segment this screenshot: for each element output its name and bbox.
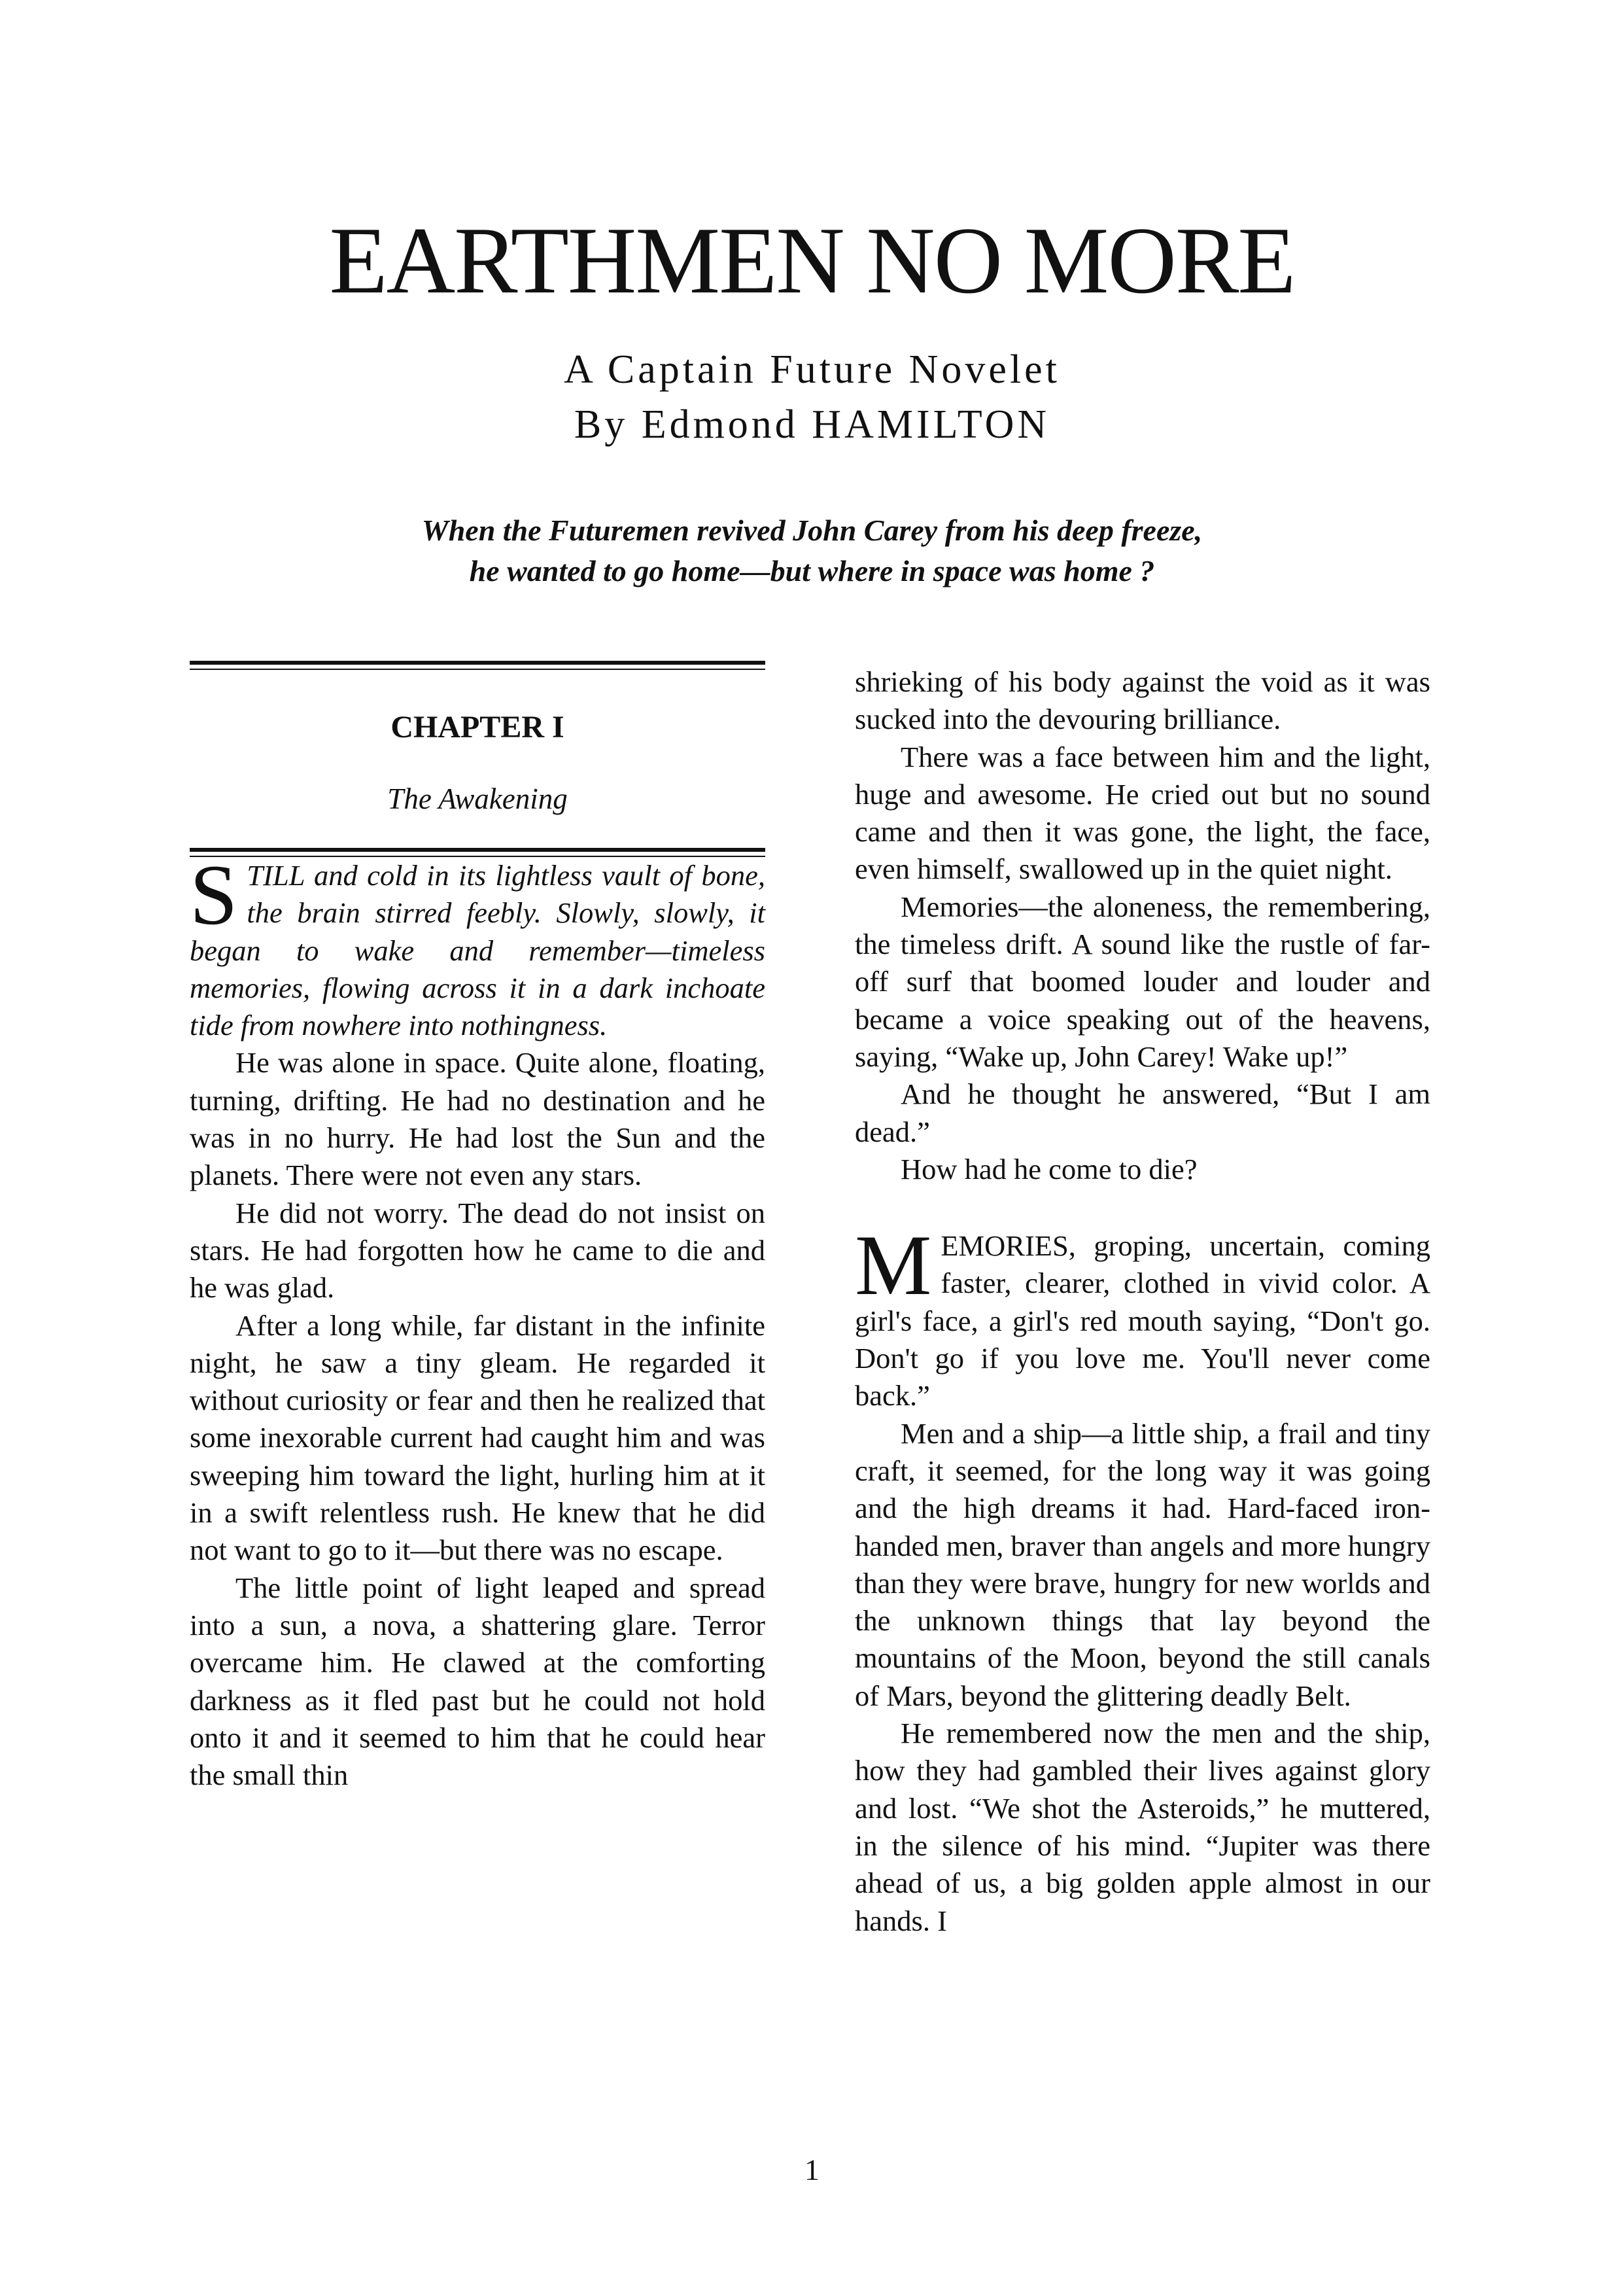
blurb-line: he wanted to go home—but where in space was home ? [469, 554, 1155, 587]
paragraph: How had he come to die? [901, 1152, 1198, 1185]
chapter-heading [190, 670, 765, 848]
section-opening-text: EMORIES, groping, uncertain, coming faster, clearer, clothed in vivid color. A girl's face, a girl's red mouth saying, “Don't go. Don't go if you love me. You'll never come back.” [855, 1229, 1430, 1412]
section-break [855, 1188, 1430, 1227]
chapter-number: CHAPTER I [390, 710, 564, 745]
paragraph: After a long while, far distant in the infinite night, he saw a tiny gleam. He regarded it without curiosity or fear and then he realized that some inexorable current had caught him and was sweeping him toward the light, hurling him at it in a swift relentless rush. He knew that he did not want to go to it—but there was no escape. [190, 1308, 765, 1567]
section-opening-paragraph [855, 1217, 1430, 1414]
page-number: 1 [804, 2153, 820, 2186]
blurb-line: When the Futuremen revived John Carey from his deep freeze, [421, 514, 1203, 547]
drop-cap: M [855, 1217, 932, 1314]
chapter-rule-top [190, 661, 765, 670]
left-column [190, 661, 765, 1794]
right-column [855, 663, 1430, 1940]
paragraph: He remembered now the men and the ship, how they had gambled their lives against glory and lost. “We shot the Asteroids,” he muttered, in the silence of his mind. “Jupiter was there ahead of us, a big golden apple almost in our hands. I [855, 1717, 1430, 1937]
paragraph: Men and a ship—a little ship, a frail and tiny craft, it seemed, for the long way it was going and the high dreams it had. Hard-faced iron-handed men, braver than angels and more hungry than they were brave, hungry for new worlds and the unknown things that lay beyond the mountains of the Moon, beyond the still canals of Mars, beyond the glittering deadly Belt. [855, 1416, 1430, 1712]
paragraph: He was alone in space. Quite alone, floating, turning, drifting. He had no destination and he was in no hurry. He had lost the Sun and the planets. There were not even any stars. [190, 1046, 765, 1192]
chapter-rule-bottom [190, 848, 765, 857]
paragraph: He did not worry. The dead do not insist on stars. He had forgotten how he came to die and he was glad. [190, 1196, 765, 1305]
drop-cap: S [190, 847, 238, 943]
story-blurb [0, 510, 1624, 591]
paragraph-continuation: shrieking of his body against the void as it was sucked into the devouring brilliance. [855, 665, 1430, 736]
paragraph: The little point of light leaped and spread into a sun, a nova, a shattering glare. Terror overcame him. He clawed at the comforting darkness as it fled past but he could not hold onto it and it seemed to him that he could hear the small thin [190, 1571, 765, 1792]
series-subtitle: A Captain Future Novelet [564, 347, 1060, 392]
author-byline: By Edmond HAMILTON [574, 402, 1050, 447]
opening-paragraph [190, 847, 765, 1044]
opening-text: TILL and cold in its lightless vault of bone, the brain stirred feebly. Slowly, slowly, it began to wake and remember—timeless memories, flowing across it in a dark inchoate tide from nowhere into nothingness. [190, 859, 765, 1042]
chapter-name: The Awakening [387, 782, 568, 815]
story-title: EARTHMEN NO MORE [329, 207, 1295, 313]
paragraph: And he thought he answered, “But I am dead.” [855, 1077, 1430, 1148]
paragraph: There was a face between him and the light, huge and awesome. He cried out but no sound came and then it was gone, the light, the face, even himself, swallowed up in the quiet night. [855, 740, 1430, 886]
paragraph: Memories—the aloneness, the remembering, the timeless drift. A sound like the rustle of far-off surf that boomed louder and louder and became a voice speaking out of the heavens, saying, “Wake up, John Carey! Wake up!” [855, 890, 1430, 1073]
